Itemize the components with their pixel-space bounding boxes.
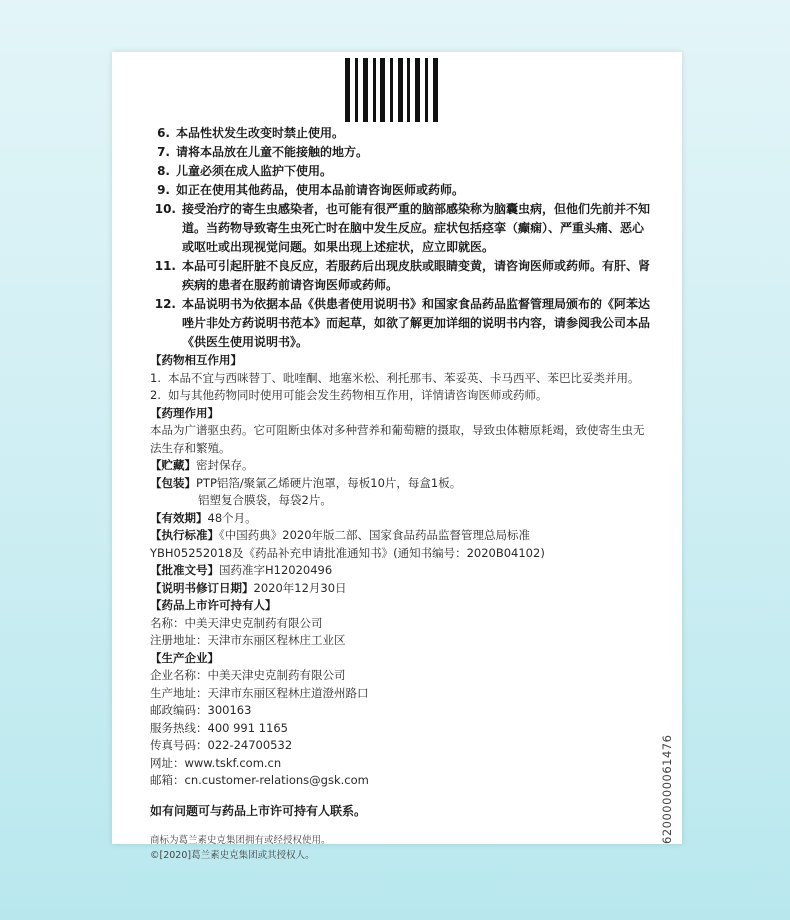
approval-text: 国药准字H12020496 <box>219 563 333 577</box>
packaging-line2: 铝塑复合膜袋，每袋2片。 <box>198 493 332 507</box>
manufacturer-fax: 传真号码：022-24700532 <box>150 738 293 752</box>
trademark-note: 商标为葛兰素史克集团拥有或经授权使用。 <box>150 834 331 846</box>
precaution-item: 7. 请将本品放在儿童不能接触的地方。 <box>157 145 369 159</box>
pharmacology-section <box>150 405 650 458</box>
packaging-line1: PTP铝箔/聚氯乙烯硬片泡罩，每板10片，每盒1板。 <box>196 475 462 490</box>
contact-note: 如有问题可与药品上市许可持有人联系。 <box>150 803 367 818</box>
packaging-heading: 【包装】 <box>150 475 196 490</box>
validity-text: 48个月。 <box>207 510 257 525</box>
holder-name: 名称：中美天津史克制药有限公司 <box>150 615 323 630</box>
manufacturer-name: 企业名称：中美天津史克制药有限公司 <box>150 668 346 682</box>
leaflet-paper <box>112 52 682 861</box>
leaflet-content <box>150 124 650 863</box>
precaution-item: 8. 儿童必须在成人监护下使用。 <box>157 164 333 178</box>
manufacturer-hotline: 服务热线：400 991 1165 <box>150 720 288 735</box>
standard-section <box>150 527 650 562</box>
precaution-item: 9. 如正在使用其他药品，使用本品前请咨询医师或药师。 <box>157 183 465 197</box>
holder-section <box>150 597 650 650</box>
packaging-section <box>150 475 650 510</box>
precaution-item: 10. 接受治疗的寄生虫感染者，也可能有很严重的脑部感染称为脑囊虫病，但他们先前并不知道。当药物导致寄生虫死亡时在脑中发生反应。症状包括痉挛（癫痫）、严重头痛、恶心或呕吐或出现视觉问题。如果出现上述症状，应立即就医。 <box>154 202 651 254</box>
storage-text: 密封保存。 <box>196 458 254 472</box>
approval-heading: 【批准文号】 <box>150 563 219 577</box>
standard-heading: 【执行标准】 <box>150 528 219 542</box>
interaction-item: 1. 本品不宜与西咪替丁、吡喹酮、地塞米松、利托那韦、苯妥英、卡马西平、苯巴比妥类并用。 <box>150 370 640 385</box>
validity-heading: 【有效期】 <box>150 510 208 525</box>
holder-address: 注册地址：天津市东丽区程林庄工业区 <box>150 633 346 647</box>
precautions-list <box>150 124 650 352</box>
approval-section <box>150 562 650 580</box>
pharmacology-text: 本品为广谱驱虫药。它可阻断虫体对多种营养和葡萄糖的摄取，导致虫体糖原耗竭，致使寄生虫无法生存和繁殖。 <box>150 423 645 455</box>
manufacturer-section <box>150 650 650 790</box>
copyright-note: ©[2020]葛兰素史克集团或其授权人。 <box>150 849 315 861</box>
pharmacology-heading: 【药理作用】 <box>150 405 219 420</box>
manufacturer-address: 生产地址：天津市东丽区程林庄道澄州路口 <box>150 685 369 700</box>
precaution-item: 11. 本品可引起肝脏不良反应，若服药后出现皮肤或眼睛变黄，请咨询医师或药师。有肝、肾疾病的患者在服药前请咨询医师或药师。 <box>154 259 651 292</box>
precaution-item: 6. 本品性状发生改变时禁止使用。 <box>157 126 345 140</box>
precaution-item: 12. 本品说明书为依据本品《供患者使用说明书》和国家食品药品监督管理局颁布的《阿苯达唑片非处方药说明书范本》而起草，如欲了解更加详细的说明书内容，请参阅我公司本品《供医生使用说明书》。 <box>154 297 651 349</box>
revision-text: 2020年12月30日 <box>253 580 347 595</box>
storage-heading: 【贮藏】 <box>150 458 196 472</box>
manufacturer-email: 邮箱：cn.customer-relations@gsk.com <box>150 773 369 787</box>
holder-heading: 【药品上市许可持有人】 <box>150 598 277 612</box>
manufacturer-website: 网址：www.tskf.com.cn <box>150 755 282 770</box>
standard-line2: YBH05252018及《药品补充申请批准通知书》(通知书编号：2020B04102) <box>150 545 545 560</box>
revision-section <box>150 580 650 598</box>
manufacturer-postcode: 邮政编码：300163 <box>150 703 252 717</box>
standard-line1: 《中国药典》2020年版二部、国家食品药品监督管理总局标准 <box>219 528 531 542</box>
validity-section <box>150 510 650 528</box>
vertical-code: 62000000061476 <box>660 734 674 844</box>
revision-heading: 【说明书修订日期】 <box>150 580 254 595</box>
manufacturer-heading: 【生产企业】 <box>150 650 219 665</box>
storage-section <box>150 457 650 475</box>
interaction-item: 2. 如与其他药物同时使用可能会发生药物相互作用，详情请咨询医师或药师。 <box>150 388 548 402</box>
interactions-section <box>150 352 650 405</box>
interactions-heading: 【药物相互作用】 <box>150 353 242 367</box>
legal-notes <box>150 833 650 863</box>
barcode <box>345 58 445 122</box>
